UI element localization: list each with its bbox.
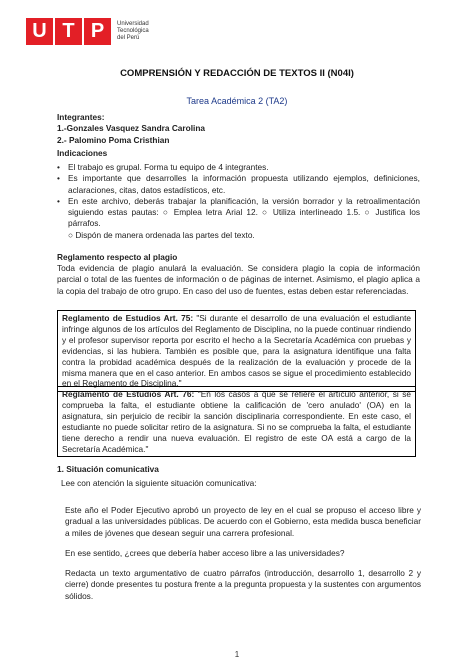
article-76-label: Reglamento de Estudios Art. 76: <box>62 389 195 399</box>
course-title: COMPRENSIÓN Y REDACCIÓN DE TEXTOS II (N04I) <box>120 68 354 79</box>
article-75-label: Reglamento de Estudios Art. 75: <box>62 313 194 323</box>
indication-sub-option: ○ Dispón de manera ordenada las partes del texto. <box>68 229 255 240</box>
logo-line-3: del Perú <box>117 35 140 41</box>
indication-item-1: • El trabajo es grupal. Forma tu equipo de 4 integrantes. <box>57 162 420 173</box>
article-76-text: "En los casos a que se refiere el artículo anterior, si se comprueba la falta, el estudiante obtiene la calificación de 'cero anulado' (OA) en la asignatura, sin perjuicio de recibir la sanción disciplinaria correspondiente. En este caso, el estudiante no puede solicitar retiro de la asignatura. Si no se comprueba la falta, el estudiante tiene derecho a rendir una nueva evaluación. El registro de este OA está a cargo de la Secretaría Académica." <box>62 389 411 454</box>
plagiarism-text: Toda evidencia de plagio anulará la evaluación. Se considera plagio la copia de información parcial o total de las fuentes de información o de páginas de internet. Asimismo, el plagio aplica a la copia del trabajo de otro grupo. En caso del uso de fuentes, estas deben estar referenciadas. <box>57 263 420 296</box>
indications-heading: Indicaciones <box>57 148 108 158</box>
logo-letter-u: U <box>26 18 53 45</box>
logo-letter-p: P <box>84 18 111 45</box>
article-76-box <box>57 386 416 457</box>
article-75-text: "Si durante el desarrollo de una evaluación el estudiante infringe algunos de los artículos del Reglamento de Disciplina, no la puede continuar rindiendo y el profesor supervisor reporta por escrito el hecho a la Secretaría Académica con pruebas y evidencias, si las hubiera. También es posible que, para la asignatura identifique una falta contra la probidad académica después de la realización de la evaluación y procede de la misma manera que en el caso anterior. En ambos casos se sigue el procedimiento establecido en el Reglamento de Disciplina." <box>62 313 411 389</box>
assignment-title: Tarea Académica 2 (TA2) <box>186 96 288 106</box>
member-1: 1.-Gonzales Vasquez Sandra Carolina <box>57 123 206 134</box>
indications-list <box>57 162 420 241</box>
member-2: 2.- Palomino Poma Cristhian <box>57 134 170 145</box>
indication-item-2: • Es importante que desarrolles la información propuesta utilizando ejemplos, definiciones, aclaraciones, citas, datos estadísticos, etc. <box>57 173 420 196</box>
logo-line-1: Universidad <box>117 21 149 27</box>
members-section <box>57 112 437 146</box>
logo-institution-name <box>117 21 149 42</box>
section-1-heading: 1. Situación comunicativa <box>57 464 159 474</box>
members-label: Integrantes: <box>57 112 105 122</box>
task-instructions: Redacta un texto argumentativo de cuatro párrafos (introducción, desarrollo 1, desarrollo 2 y cierre) donde presentes tu postura frente a la pregunta propuesta y la sustentes con argumentos sólidos. <box>65 568 421 601</box>
logo-letter-t: T <box>55 18 82 45</box>
logo-line-2: Tecnológica <box>117 28 149 34</box>
situation-paragraph: Este año el Poder Ejecutivo aprobó un proyecto de ley en el cual se propuso el acceso libre y gradual a las universidades públicas. De acuerdo con el Gobierno, esta medida busca beneficiar a miles de jóvenes que desean seguir una carrera profesional. <box>65 505 421 538</box>
section-1-intro: Lee con atención la siguiente situación comunicativa: <box>61 478 257 488</box>
logo-letters <box>26 18 111 45</box>
indication-item-3: • En este archivo, deberás trabajar la planificación, la versión borrador y la retroalimentación siguiendo estas pautas: ○ Emplea letra Arial 12. ○ Utiliza interlineado 1.5. ○ Justifica los párrafos. <box>57 196 420 230</box>
page-number: 1 <box>234 650 240 659</box>
situation-question: En ese sentido, ¿crees que debería haber acceso libre a las universidades? <box>65 548 345 558</box>
plagiarism-heading: Reglamento respecto al plagio <box>57 252 178 262</box>
utp-logo <box>26 18 149 45</box>
article-75-box <box>57 310 416 392</box>
